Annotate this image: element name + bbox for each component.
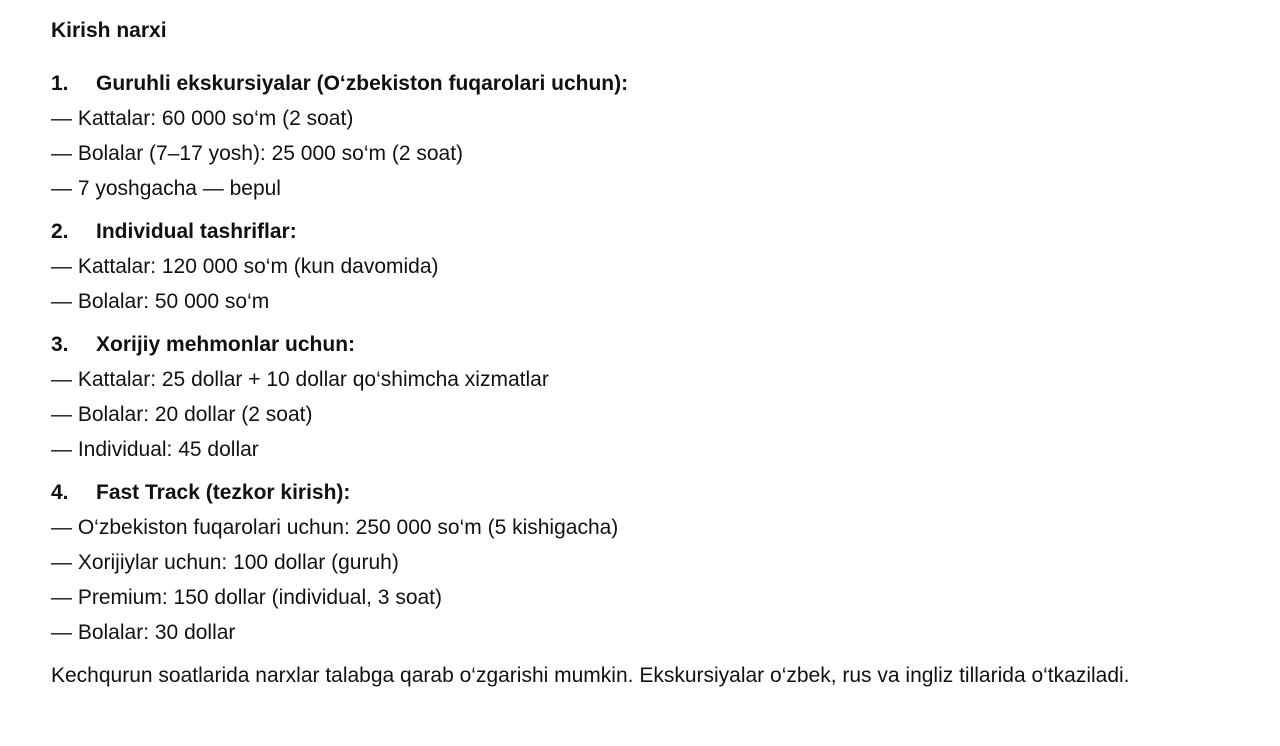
section-title: Xorijiy mehmonlar uchun: <box>96 333 356 356</box>
section-fast-track <box>51 480 1280 646</box>
list-item: — Bolalar: 20 dollar (2 soat) <box>51 403 313 426</box>
section-title: Guruhli ekskursiyalar (O‘zbekiston fuqarolari uchun): <box>96 72 629 95</box>
section-foreign-guests <box>51 332 1280 463</box>
section-heading <box>51 332 1280 358</box>
page-title: Kirish narxi <box>51 19 167 42</box>
list-item: — Bolalar: 30 dollar <box>51 621 236 644</box>
section-heading <box>51 219 1280 245</box>
list-item: — Premium: 150 dollar (individual, 3 soat) <box>51 586 443 609</box>
list-item: — Xorijiylar uchun: 100 dollar (guruh) <box>51 551 399 574</box>
list-item: — Kattalar: 60 000 so‘m (2 soat) <box>51 107 354 130</box>
list-item: — Bolalar: 50 000 so‘m <box>51 290 270 313</box>
list-item: — Bolalar (7–17 yosh): 25 000 so‘m (2 soat) <box>51 142 464 165</box>
section-title: Individual tashriflar: <box>96 220 297 243</box>
section-individual-visits <box>51 219 1280 315</box>
list-item: — Individual: 45 dollar <box>51 438 259 461</box>
section-title: Fast Track (tezkor kirish): <box>96 481 351 504</box>
list-item: — Kattalar: 120 000 so‘m (kun davomida) <box>51 255 439 278</box>
section-number: 1. <box>51 72 69 95</box>
list-item: — O‘zbekiston fuqarolari uchun: 250 000 so‘m (5 kishigacha) <box>51 516 619 539</box>
list-item: — 7 yoshgacha — bepul <box>51 177 281 200</box>
section-heading <box>51 71 1280 97</box>
footer-note: Kechqurun soatlarida narxlar talabga qarab o‘zgarishi mumkin. Ekskursiyalar o‘zbek, rus va ingliz tillarida o‘tkaziladi. <box>51 664 1130 687</box>
section-group-tours <box>51 71 1280 202</box>
section-number: 2. <box>51 220 69 243</box>
section-number: 3. <box>51 333 69 356</box>
list-item: — Kattalar: 25 dollar + 10 dollar qo‘shimcha xizmatlar <box>51 368 549 391</box>
section-heading <box>51 480 1280 506</box>
section-number: 4. <box>51 481 69 504</box>
